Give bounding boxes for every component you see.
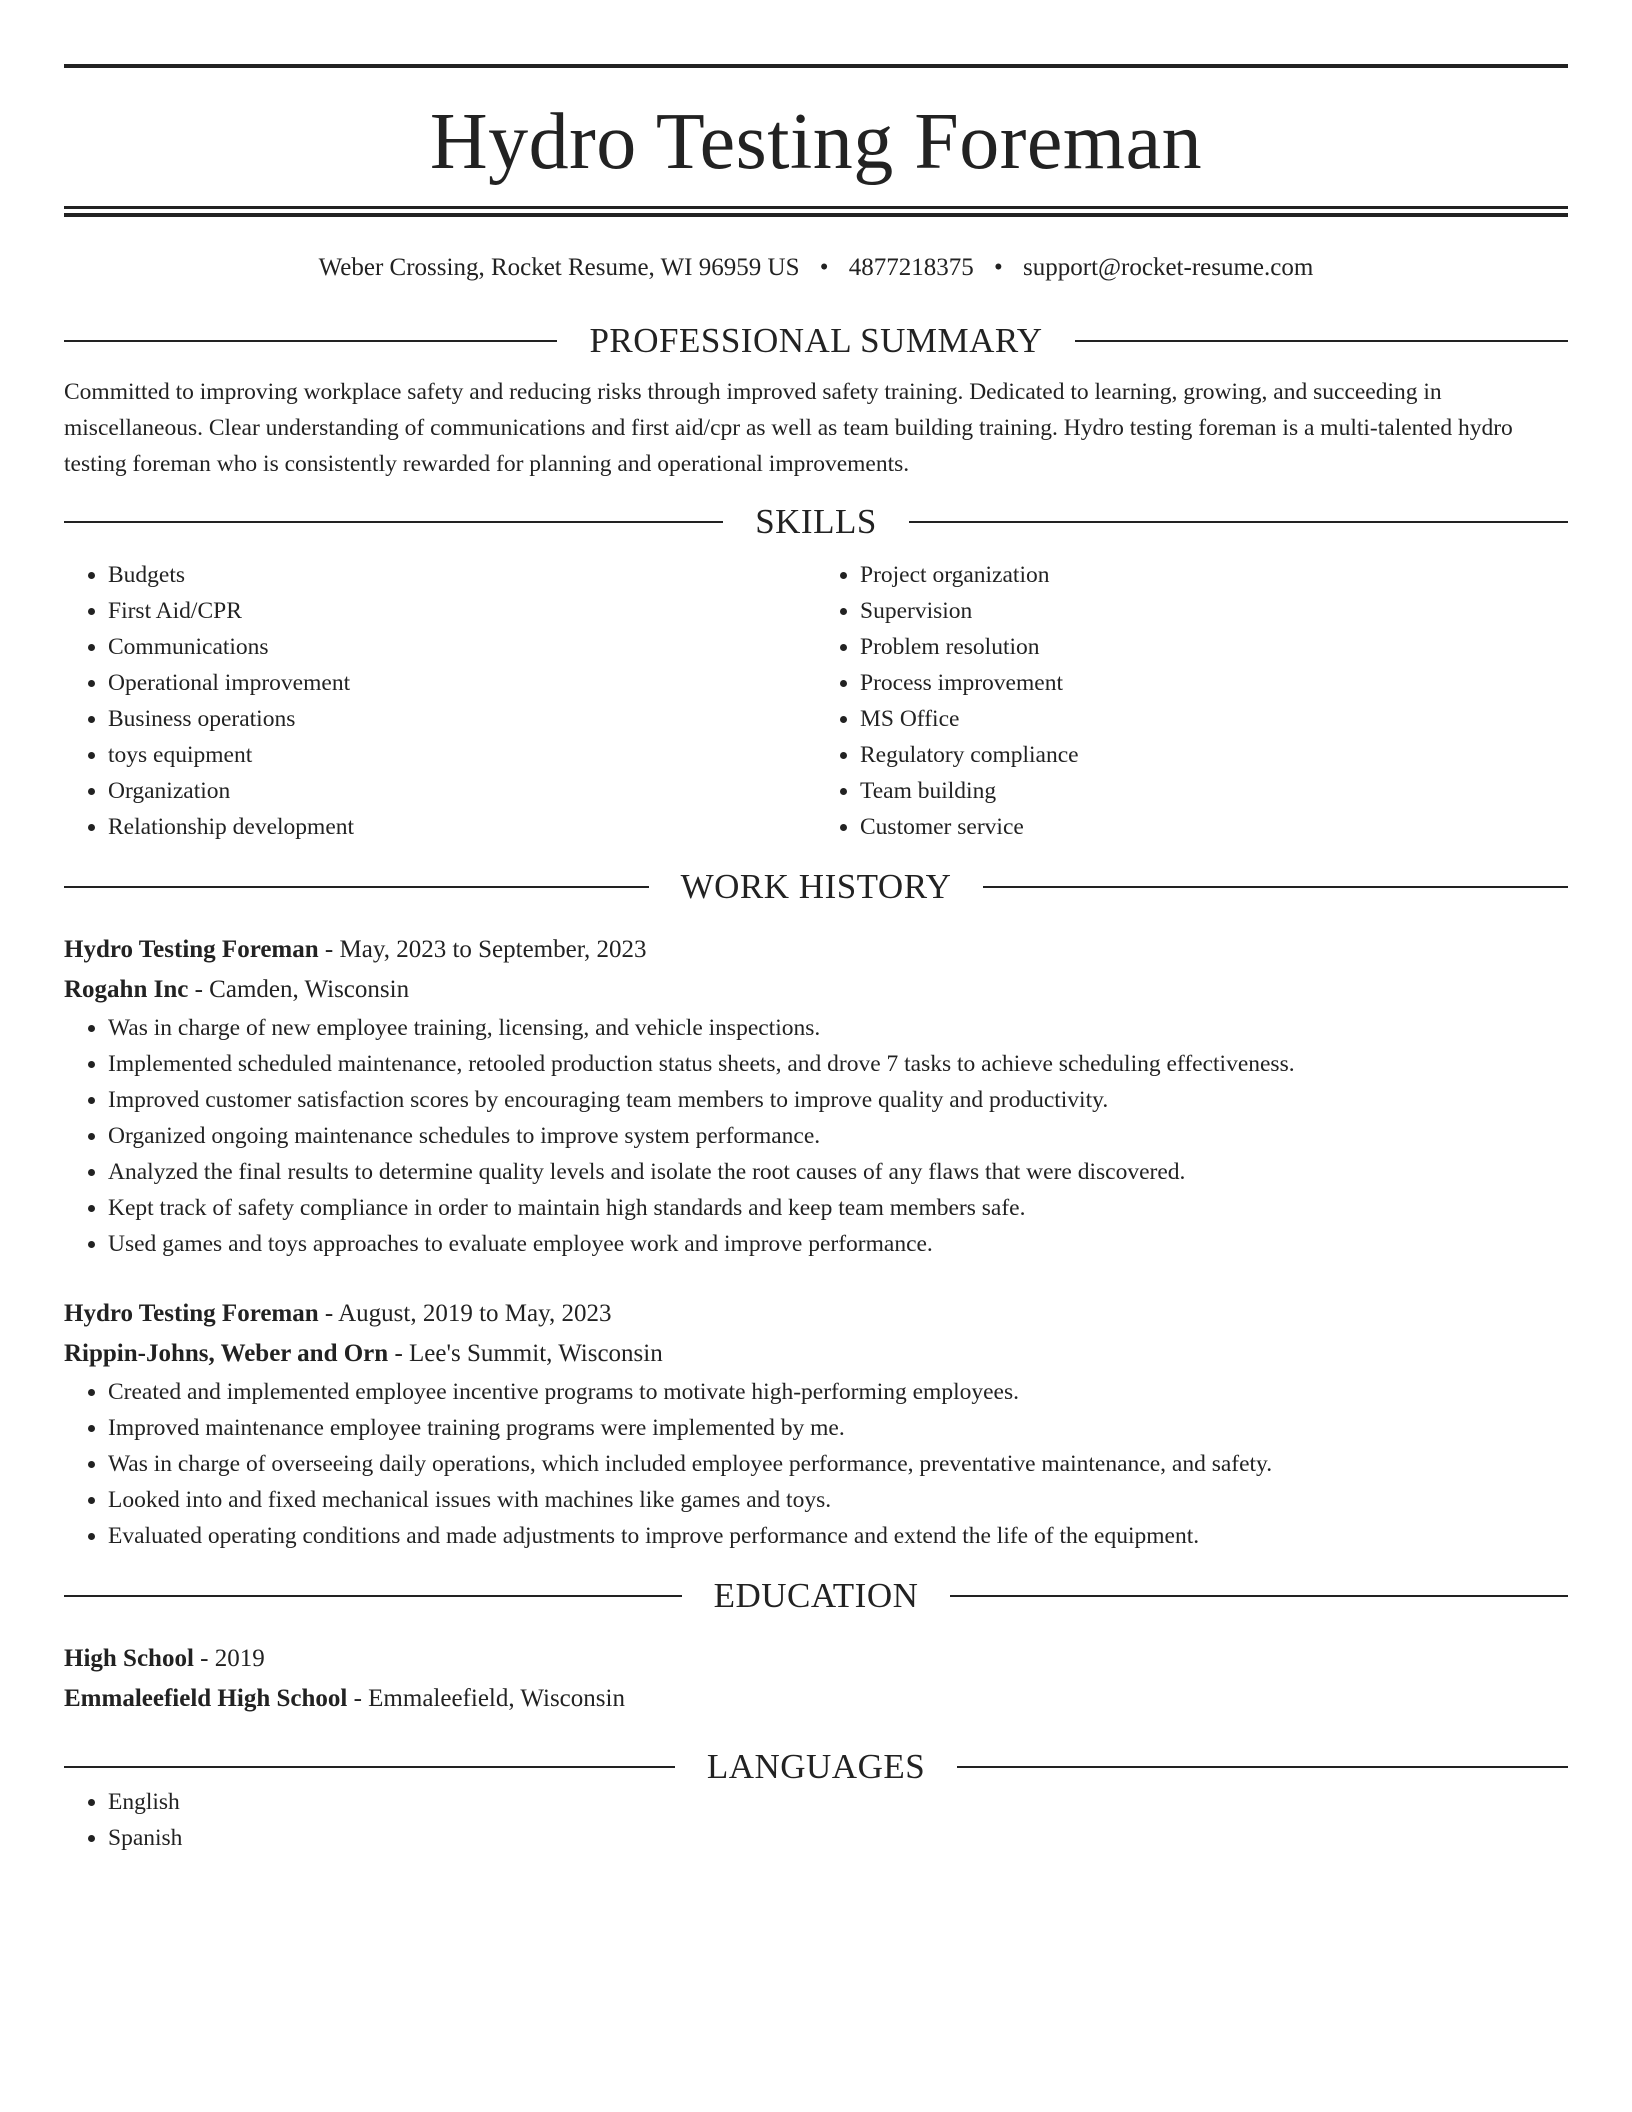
education-school: Emmaleefield High School — [64, 1685, 348, 1712]
skills-column-right — [816, 557, 1568, 845]
job-bullet: • Implemented scheduled maintenance, retooled production status sheets, and drove 7 tasks to achieve scheduling effectiveness. — [108, 1046, 1568, 1082]
languages-heading-title: LANGUAGES — [706, 1747, 926, 1786]
skills-heading-title: SKILLS — [755, 502, 877, 541]
heading-rule-left — [64, 1595, 682, 1597]
skill-item: • Budgets — [108, 557, 816, 593]
summary-heading-title: PROFESSIONAL SUMMARY — [589, 321, 1043, 360]
heading-rule-right — [950, 1595, 1568, 1597]
job-company: Rogahn Inc — [64, 976, 189, 1003]
education-entry — [64, 1639, 1568, 1719]
job-bullet: • Evaluated operating conditions and made adjustments to improve performance and extend the life of the equipment. — [108, 1518, 1568, 1554]
job-entry — [64, 1294, 1568, 1554]
contact-email: support@rocket-resume.com — [1023, 254, 1314, 281]
heading-rule-right — [909, 521, 1568, 523]
job-bullet: • Organized ongoing maintenance schedules to improve system performance. — [108, 1118, 1568, 1154]
job-bullet: • Was in charge of new employee training, licensing, and vehicle inspections. — [108, 1010, 1568, 1046]
job-title: Hydro Testing Foreman — [64, 936, 319, 963]
job-bullet: • Created and implemented employee incentive programs to motivate high-performing employees. — [108, 1374, 1568, 1410]
skills-list — [64, 557, 1568, 845]
heading-rule-left — [64, 1766, 675, 1768]
skills-heading — [64, 504, 1568, 539]
contact-phone: 4877218375 — [848, 254, 974, 281]
education-year: - 2019 — [193, 1645, 265, 1672]
skill-item: • Business operations — [108, 701, 816, 737]
contact-line — [64, 253, 1568, 283]
job-bullet: • Analyzed the final results to determine quality levels and isolate the root causes of any flaws that were discovered. — [108, 1154, 1568, 1190]
skill-item: • Project organization — [860, 557, 1568, 593]
skill-item: • Relationship development — [108, 809, 816, 845]
top-rule — [64, 64, 1568, 68]
contact-separator: • — [994, 254, 1003, 281]
contact-address: Weber Crossing, Rocket Resume, WI 96959 US — [318, 254, 800, 281]
skill-item: • Problem resolution — [860, 629, 1568, 665]
job-company: Rippin-Johns, Weber and Orn — [64, 1340, 389, 1367]
work-heading-title: WORK HISTORY — [680, 867, 952, 906]
header-double-rule — [64, 206, 1568, 217]
job-bullet: • Looked into and fixed mechanical issues with machines like games and toys. — [108, 1482, 1568, 1518]
job-bullets — [64, 1374, 1568, 1554]
education-school-line — [64, 1679, 1568, 1719]
job-title-line — [64, 1294, 1568, 1334]
heading-rule-left — [64, 340, 557, 342]
languages-list — [64, 1784, 1568, 1856]
contact-separator: • — [819, 254, 829, 281]
heading-rule-left — [64, 521, 723, 523]
skill-item: • Communications — [108, 629, 816, 665]
skill-item: • Supervision — [860, 593, 1568, 629]
language-item: • Spanish — [108, 1820, 1568, 1856]
languages-heading — [64, 1749, 1568, 1784]
skill-item: • MS Office — [860, 701, 1568, 737]
job-location: - Camden, Wisconsin — [188, 976, 410, 1003]
skill-item: • Process improvement — [860, 665, 1568, 701]
job-company-line — [64, 970, 1568, 1010]
skill-item: • Customer service — [860, 809, 1568, 845]
skill-item: • First Aid/CPR — [108, 593, 816, 629]
education-degree: High School — [64, 1645, 194, 1672]
job-bullet: • Improved customer satisfaction scores by encouraging team members to improve quality and productivity. — [108, 1082, 1568, 1118]
job-dates: - May, 2023 to September, 2023 — [318, 936, 647, 963]
job-entry — [64, 930, 1568, 1262]
education-location: - Emmaleefield, Wisconsin — [347, 1685, 625, 1712]
skill-item: • Organization — [108, 773, 816, 809]
heading-rule-right — [983, 886, 1568, 888]
heading-rule-left — [64, 886, 649, 888]
job-title-line — [64, 930, 1568, 970]
job-dates: - August, 2019 to May, 2023 — [318, 1300, 612, 1327]
job-location: - Lee's Summit, Wisconsin — [388, 1340, 663, 1367]
skill-item: • Team building — [860, 773, 1568, 809]
job-company-line — [64, 1334, 1568, 1374]
education-heading-title: EDUCATION — [713, 1576, 919, 1615]
education-heading — [64, 1578, 1568, 1613]
heading-rule-right — [1075, 340, 1568, 342]
job-bullet: • Improved maintenance employee training programs were implemented by me. — [108, 1410, 1568, 1446]
summary-heading — [64, 323, 1568, 358]
heading-rule-right — [957, 1766, 1568, 1768]
skill-item: • toys equipment — [108, 737, 816, 773]
job-bullet: • Was in charge of overseeing daily operations, which included employee performance, preventative maintenance, and safety. — [108, 1446, 1568, 1482]
summary-text: Committed to improving workplace safety and reducing risks through improved safety training. Dedicated to learning, growing, and succeeding in miscellaneous. Clear understanding of communications and first aid/cpr as well as team building training. Hydro testing foreman is a multi-talented hydro testing foreman who is consistently rewarded for planning and operational improvements. — [64, 379, 1513, 477]
education-degree-line — [64, 1639, 1568, 1679]
job-bullet: • Used games and toys approaches to evaluate employee work and improve performance. — [108, 1226, 1568, 1262]
work-heading — [64, 869, 1568, 904]
language-item: • English — [108, 1784, 1568, 1820]
candidate-name: Hydro Testing Foreman — [429, 98, 1203, 186]
skill-item: • Regulatory compliance — [860, 737, 1568, 773]
job-bullet: • Kept track of safety compliance in order to maintain high standards and keep team members safe. — [108, 1190, 1568, 1226]
skill-item: • Operational improvement — [108, 665, 816, 701]
job-bullets — [64, 1010, 1568, 1262]
skills-column-left — [64, 557, 816, 845]
job-title: Hydro Testing Foreman — [64, 1300, 319, 1327]
